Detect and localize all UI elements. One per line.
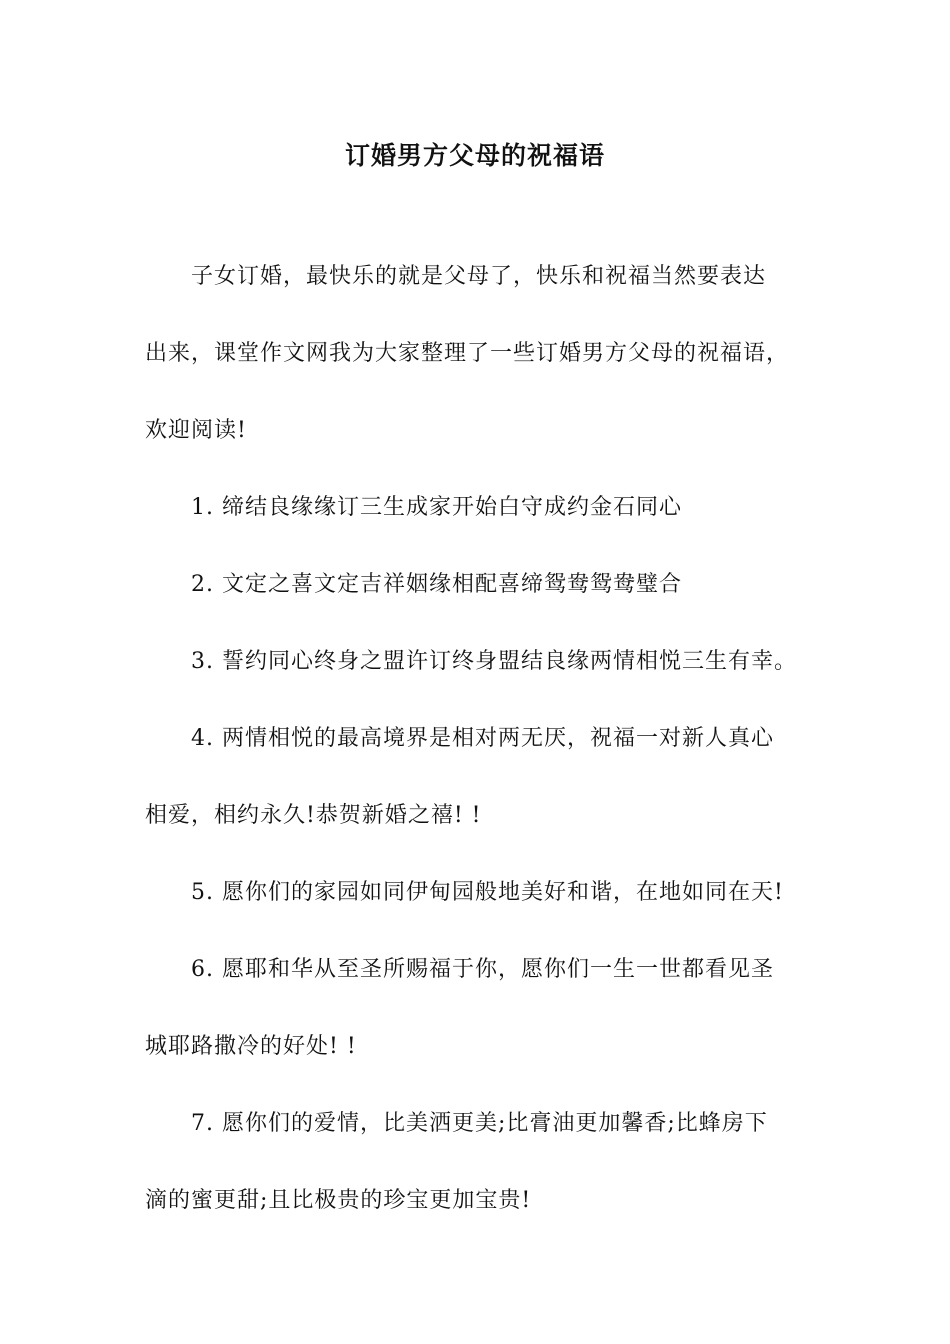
intro-paragraph <box>145 255 835 453</box>
list-item <box>145 640 835 684</box>
page-title: 订婚男方父母的祝福语 <box>344 141 605 170</box>
list-item-text: 城耶路撒冷的好处! ! <box>145 1034 357 1059</box>
document-body <box>145 255 835 1223</box>
list-item <box>145 1102 835 1223</box>
list-item <box>145 717 835 838</box>
list-item-text: 7. 愿你们的爱情，比美洒更美;比膏油更加馨香;比蜂房下 <box>191 1111 768 1136</box>
list-item-text: 6. 愿耶和华从至圣所赐福于你，愿你们一生一世都看见圣 <box>191 957 774 982</box>
list-item-text: 滴的蜜更甜;且比极贵的珍宝更加宝贵! <box>145 1188 532 1213</box>
list-item <box>145 948 835 1069</box>
list-item-text: 相爱，相约永久!恭贺新婚之禧! ! <box>145 803 482 828</box>
list-item-text: 2. 文定之喜文定吉祥姻缘相配喜缔鸳鸯鸳鸯璧合 <box>191 572 682 597</box>
list-item-text: 4. 两情相悦的最高境界是相对两无厌，祝福一对新人真心 <box>191 726 774 751</box>
list-item-text: 3. 誓约同心终身之盟许订终身盟结良缘两情相悦三生有幸。 <box>191 649 797 674</box>
list-item <box>145 486 835 530</box>
list-item-text: 1. 缔结良缘缘订三生成家开始白守成约金石同心 <box>191 495 682 520</box>
intro-line: 欢迎阅读! <box>145 418 247 443</box>
list-item-text: 5. 愿你们的家园如同伊甸园般地美好和谐，在地如同在天! <box>191 880 784 905</box>
list-item <box>145 563 835 607</box>
intro-line: 出来，课堂作文网我为大家整理了一些订婚男方父母的祝福语， <box>145 341 790 366</box>
intro-line: 子女订婚，最快乐的就是父母了，快乐和祝福当然要表达 <box>191 264 767 289</box>
list-item <box>145 871 835 915</box>
